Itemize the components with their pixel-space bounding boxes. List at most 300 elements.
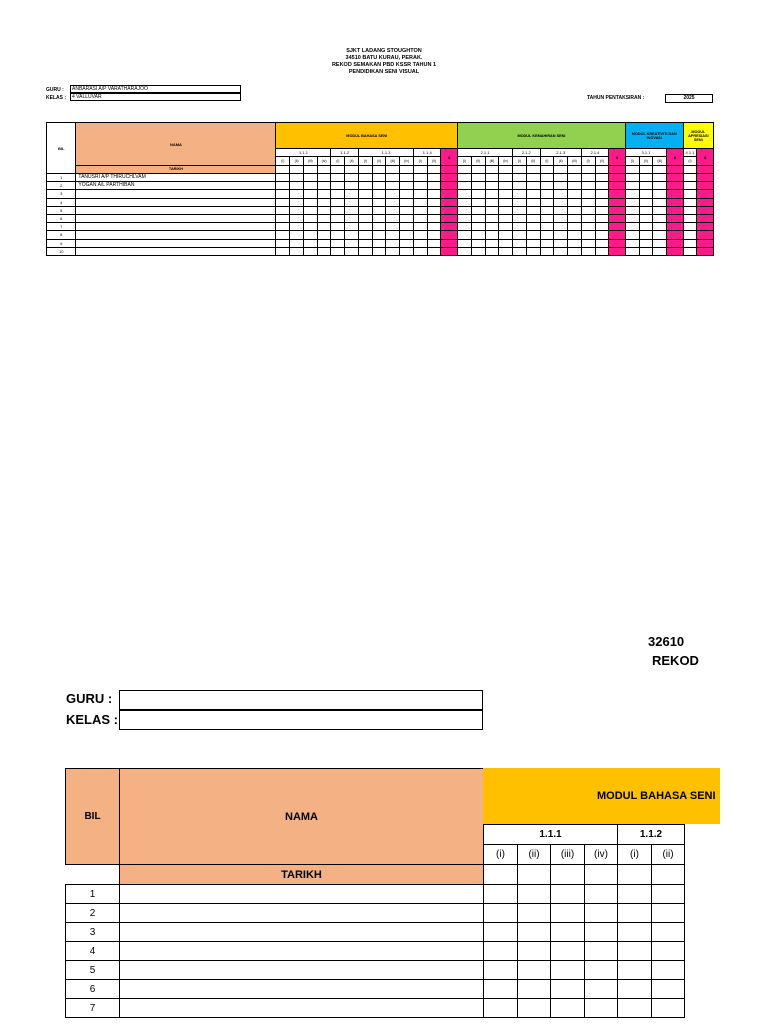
- zoom-mark-cell[interactable]: [585, 961, 618, 980]
- mark-cell[interactable]: [499, 231, 513, 239]
- mark-cell[interactable]: [568, 190, 582, 198]
- student-name[interactable]: [76, 223, 276, 231]
- mark-cell[interactable]: [372, 223, 386, 231]
- mark-cell[interactable]: [554, 174, 568, 182]
- mark-cell[interactable]: [372, 206, 386, 214]
- zoom-mark-cell[interactable]: [484, 980, 518, 999]
- mark-cell[interactable]: [639, 214, 653, 222]
- mark-cell[interactable]: [303, 247, 317, 255]
- mark-cell[interactable]: [317, 247, 331, 255]
- mark-cell[interactable]: [653, 239, 667, 247]
- mark-cell[interactable]: [427, 190, 441, 198]
- mark-cell[interactable]: [358, 214, 372, 222]
- mark-cell[interactable]: [526, 231, 540, 239]
- zoom-mark-cell[interactable]: [652, 961, 685, 980]
- mark-cell[interactable]: [471, 198, 485, 206]
- mark-cell[interactable]: [413, 206, 427, 214]
- zoom-mark-cell[interactable]: [484, 961, 518, 980]
- mark-cell[interactable]: [413, 214, 427, 222]
- date-cell[interactable]: [372, 166, 386, 174]
- mark-cell[interactable]: [554, 206, 568, 214]
- mark-cell[interactable]: [625, 247, 639, 255]
- mark-cell[interactable]: [386, 182, 400, 190]
- zoom-student-name[interactable]: [120, 999, 484, 1018]
- mark-cell[interactable]: [639, 206, 653, 214]
- mark-cell[interactable]: [540, 182, 554, 190]
- mark-cell[interactable]: [372, 247, 386, 255]
- zoom-mark-cell[interactable]: [652, 904, 685, 923]
- mark-cell[interactable]: [303, 206, 317, 214]
- zoom-date-cell[interactable]: [518, 865, 551, 885]
- mark-cell[interactable]: [683, 247, 697, 255]
- zoom-mark-cell[interactable]: [618, 923, 652, 942]
- mark-cell[interactable]: [345, 247, 359, 255]
- mark-cell[interactable]: [625, 239, 639, 247]
- mark-cell[interactable]: [653, 190, 667, 198]
- student-name[interactable]: [76, 190, 276, 198]
- mark-cell[interactable]: [345, 239, 359, 247]
- zoom-date-cell[interactable]: [551, 865, 585, 885]
- mark-cell[interactable]: [471, 214, 485, 222]
- mark-cell[interactable]: [513, 214, 527, 222]
- mark-cell[interactable]: [345, 174, 359, 182]
- mark-cell[interactable]: [554, 214, 568, 222]
- mark-cell[interactable]: [581, 231, 595, 239]
- date-cell[interactable]: [653, 166, 667, 174]
- mark-cell[interactable]: [683, 239, 697, 247]
- student-name[interactable]: YOGAN A/L PARTHIBAN: [76, 182, 276, 190]
- mark-cell[interactable]: [290, 190, 304, 198]
- mark-cell[interactable]: [331, 206, 345, 214]
- mark-cell[interactable]: [458, 239, 472, 247]
- mark-cell[interactable]: [427, 182, 441, 190]
- mark-cell[interactable]: [317, 223, 331, 231]
- mark-cell[interactable]: [471, 239, 485, 247]
- mark-cell[interactable]: [358, 239, 372, 247]
- mark-cell[interactable]: [413, 223, 427, 231]
- mark-cell[interactable]: [427, 206, 441, 214]
- mark-cell[interactable]: [386, 206, 400, 214]
- mark-cell[interactable]: [400, 174, 414, 182]
- mark-cell[interactable]: [554, 231, 568, 239]
- mark-cell[interactable]: [485, 214, 499, 222]
- mark-cell[interactable]: [471, 247, 485, 255]
- zoom-student-name[interactable]: [120, 942, 484, 961]
- zoom-student-name[interactable]: [120, 923, 484, 942]
- mark-cell[interactable]: [581, 190, 595, 198]
- mark-cell[interactable]: [485, 198, 499, 206]
- mark-cell[interactable]: [526, 247, 540, 255]
- zoom-mark-cell[interactable]: [484, 923, 518, 942]
- date-cell[interactable]: [540, 166, 554, 174]
- mark-cell[interactable]: [317, 239, 331, 247]
- mark-cell[interactable]: [625, 231, 639, 239]
- mark-cell[interactable]: [639, 198, 653, 206]
- mark-cell[interactable]: [386, 214, 400, 222]
- mark-cell[interactable]: [413, 247, 427, 255]
- mark-cell[interactable]: [400, 239, 414, 247]
- mark-cell[interactable]: [513, 231, 527, 239]
- mark-cell[interactable]: [513, 190, 527, 198]
- zoom-mark-cell[interactable]: [652, 923, 685, 942]
- mark-cell[interactable]: [526, 223, 540, 231]
- mark-cell[interactable]: [554, 223, 568, 231]
- zoom-mark-cell[interactable]: [585, 942, 618, 961]
- mark-cell[interactable]: [317, 174, 331, 182]
- mark-cell[interactable]: [540, 190, 554, 198]
- mark-cell[interactable]: [513, 239, 527, 247]
- mark-cell[interactable]: [683, 182, 697, 190]
- mark-cell[interactable]: [540, 239, 554, 247]
- student-name[interactable]: TANUSRI A/P THIRUCHLVAM: [76, 174, 276, 182]
- date-cell[interactable]: [595, 166, 609, 174]
- mark-cell[interactable]: [331, 198, 345, 206]
- mark-cell[interactable]: [595, 182, 609, 190]
- zoom-date-cell[interactable]: [484, 865, 518, 885]
- mark-cell[interactable]: [499, 223, 513, 231]
- mark-cell[interactable]: [317, 182, 331, 190]
- zoom-student-name[interactable]: [120, 961, 484, 980]
- mark-cell[interactable]: [639, 239, 653, 247]
- mark-cell[interactable]: [372, 214, 386, 222]
- student-name[interactable]: [76, 231, 276, 239]
- mark-cell[interactable]: [683, 190, 697, 198]
- mark-cell[interactable]: [413, 190, 427, 198]
- mark-cell[interactable]: [386, 174, 400, 182]
- mark-cell[interactable]: [595, 214, 609, 222]
- mark-cell[interactable]: [276, 247, 290, 255]
- mark-cell[interactable]: [400, 206, 414, 214]
- date-cell[interactable]: [386, 166, 400, 174]
- mark-cell[interactable]: [581, 247, 595, 255]
- mark-cell[interactable]: [276, 174, 290, 182]
- tahun-field[interactable]: 2025: [665, 94, 713, 103]
- zoom-mark-cell[interactable]: [551, 961, 585, 980]
- mark-cell[interactable]: [471, 182, 485, 190]
- mark-cell[interactable]: [458, 190, 472, 198]
- mark-cell[interactable]: [581, 182, 595, 190]
- date-cell[interactable]: [513, 166, 527, 174]
- mark-cell[interactable]: [526, 182, 540, 190]
- mark-cell[interactable]: [358, 182, 372, 190]
- mark-cell[interactable]: [683, 206, 697, 214]
- mark-cell[interactable]: [513, 182, 527, 190]
- mark-cell[interactable]: [581, 239, 595, 247]
- mark-cell[interactable]: [595, 174, 609, 182]
- mark-cell[interactable]: [458, 206, 472, 214]
- mark-cell[interactable]: [653, 223, 667, 231]
- mark-cell[interactable]: [513, 247, 527, 255]
- mark-cell[interactable]: [372, 231, 386, 239]
- mark-cell[interactable]: [290, 214, 304, 222]
- mark-cell[interactable]: [653, 198, 667, 206]
- mark-cell[interactable]: [372, 182, 386, 190]
- mark-cell[interactable]: [413, 174, 427, 182]
- date-cell[interactable]: [358, 166, 372, 174]
- mark-cell[interactable]: [303, 231, 317, 239]
- date-cell[interactable]: [345, 166, 359, 174]
- mark-cell[interactable]: [458, 223, 472, 231]
- mark-cell[interactable]: [358, 223, 372, 231]
- mark-cell[interactable]: [276, 239, 290, 247]
- mark-cell[interactable]: [400, 247, 414, 255]
- mark-cell[interactable]: [345, 223, 359, 231]
- mark-cell[interactable]: [331, 182, 345, 190]
- mark-cell[interactable]: [358, 190, 372, 198]
- mark-cell[interactable]: [413, 198, 427, 206]
- mark-cell[interactable]: [485, 182, 499, 190]
- zoom-mark-cell[interactable]: [618, 999, 652, 1018]
- mark-cell[interactable]: [345, 231, 359, 239]
- mark-cell[interactable]: [639, 223, 653, 231]
- zoom-mark-cell[interactable]: [518, 904, 551, 923]
- mark-cell[interactable]: [499, 214, 513, 222]
- mark-cell[interactable]: [317, 231, 331, 239]
- zoom-mark-cell[interactable]: [518, 999, 551, 1018]
- mark-cell[interactable]: [276, 190, 290, 198]
- mark-cell[interactable]: [358, 198, 372, 206]
- mark-cell[interactable]: [568, 198, 582, 206]
- mark-cell[interactable]: [400, 198, 414, 206]
- mark-cell[interactable]: [595, 190, 609, 198]
- mark-cell[interactable]: [386, 247, 400, 255]
- mark-cell[interactable]: [625, 223, 639, 231]
- student-name[interactable]: [76, 214, 276, 222]
- mark-cell[interactable]: [471, 206, 485, 214]
- date-cell[interactable]: [413, 166, 427, 174]
- zoom-kelas-field[interactable]: [119, 710, 483, 730]
- mark-cell[interactable]: [303, 198, 317, 206]
- zoom-mark-cell[interactable]: [551, 904, 585, 923]
- date-cell[interactable]: [471, 166, 485, 174]
- mark-cell[interactable]: [276, 182, 290, 190]
- mark-cell[interactable]: [400, 231, 414, 239]
- mark-cell[interactable]: [458, 214, 472, 222]
- mark-cell[interactable]: [400, 223, 414, 231]
- mark-cell[interactable]: [540, 231, 554, 239]
- mark-cell[interactable]: [331, 239, 345, 247]
- date-cell[interactable]: [485, 166, 499, 174]
- mark-cell[interactable]: [331, 223, 345, 231]
- mark-cell[interactable]: [683, 174, 697, 182]
- mark-cell[interactable]: [625, 198, 639, 206]
- mark-cell[interactable]: [540, 247, 554, 255]
- mark-cell[interactable]: [568, 223, 582, 231]
- zoom-mark-cell[interactable]: [484, 942, 518, 961]
- mark-cell[interactable]: [372, 239, 386, 247]
- mark-cell[interactable]: [625, 190, 639, 198]
- mark-cell[interactable]: [683, 198, 697, 206]
- mark-cell[interactable]: [386, 190, 400, 198]
- zoom-mark-cell[interactable]: [652, 999, 685, 1018]
- mark-cell[interactable]: [400, 190, 414, 198]
- zoom-mark-cell[interactable]: [518, 942, 551, 961]
- mark-cell[interactable]: [471, 190, 485, 198]
- mark-cell[interactable]: [290, 182, 304, 190]
- mark-cell[interactable]: [485, 206, 499, 214]
- mark-cell[interactable]: [358, 206, 372, 214]
- mark-cell[interactable]: [554, 247, 568, 255]
- mark-cell[interactable]: [595, 198, 609, 206]
- mark-cell[interactable]: [427, 174, 441, 182]
- kelas-field[interactable]: 4 VALLUVAR: [70, 93, 241, 101]
- mark-cell[interactable]: [413, 182, 427, 190]
- zoom-mark-cell[interactable]: [551, 999, 585, 1018]
- mark-cell[interactable]: [513, 223, 527, 231]
- mark-cell[interactable]: [400, 182, 414, 190]
- mark-cell[interactable]: [413, 239, 427, 247]
- mark-cell[interactable]: [653, 231, 667, 239]
- zoom-student-name[interactable]: [120, 980, 484, 999]
- mark-cell[interactable]: [485, 247, 499, 255]
- mark-cell[interactable]: [290, 231, 304, 239]
- mark-cell[interactable]: [458, 247, 472, 255]
- mark-cell[interactable]: [581, 206, 595, 214]
- mark-cell[interactable]: [639, 174, 653, 182]
- mark-cell[interactable]: [358, 247, 372, 255]
- mark-cell[interactable]: [485, 174, 499, 182]
- mark-cell[interactable]: [554, 182, 568, 190]
- mark-cell[interactable]: [386, 239, 400, 247]
- zoom-mark-cell[interactable]: [484, 885, 518, 904]
- date-cell[interactable]: [317, 166, 331, 174]
- mark-cell[interactable]: [499, 239, 513, 247]
- date-cell[interactable]: [331, 166, 345, 174]
- mark-cell[interactable]: [317, 206, 331, 214]
- zoom-mark-cell[interactable]: [618, 961, 652, 980]
- mark-cell[interactable]: [345, 182, 359, 190]
- mark-cell[interactable]: [331, 247, 345, 255]
- mark-cell[interactable]: [345, 198, 359, 206]
- mark-cell[interactable]: [653, 214, 667, 222]
- mark-cell[interactable]: [345, 206, 359, 214]
- mark-cell[interactable]: [485, 223, 499, 231]
- mark-cell[interactable]: [485, 239, 499, 247]
- mark-cell[interactable]: [540, 223, 554, 231]
- date-cell[interactable]: [499, 166, 513, 174]
- mark-cell[interactable]: [276, 223, 290, 231]
- mark-cell[interactable]: [526, 206, 540, 214]
- mark-cell[interactable]: [513, 198, 527, 206]
- date-cell[interactable]: [400, 166, 414, 174]
- mark-cell[interactable]: [386, 223, 400, 231]
- date-cell[interactable]: [554, 166, 568, 174]
- mark-cell[interactable]: [639, 182, 653, 190]
- student-name[interactable]: [76, 206, 276, 214]
- mark-cell[interactable]: [303, 174, 317, 182]
- mark-cell[interactable]: [372, 174, 386, 182]
- zoom-mark-cell[interactable]: [518, 980, 551, 999]
- mark-cell[interactable]: [331, 231, 345, 239]
- mark-cell[interactable]: [427, 239, 441, 247]
- mark-cell[interactable]: [386, 231, 400, 239]
- mark-cell[interactable]: [683, 223, 697, 231]
- mark-cell[interactable]: [554, 190, 568, 198]
- zoom-mark-cell[interactable]: [652, 942, 685, 961]
- mark-cell[interactable]: [653, 206, 667, 214]
- zoom-mark-cell[interactable]: [618, 942, 652, 961]
- mark-cell[interactable]: [581, 174, 595, 182]
- mark-cell[interactable]: [540, 214, 554, 222]
- mark-cell[interactable]: [386, 198, 400, 206]
- date-cell[interactable]: [458, 166, 472, 174]
- date-cell[interactable]: [427, 166, 441, 174]
- mark-cell[interactable]: [290, 174, 304, 182]
- mark-cell[interactable]: [458, 182, 472, 190]
- mark-cell[interactable]: [568, 231, 582, 239]
- mark-cell[interactable]: [581, 214, 595, 222]
- mark-cell[interactable]: [303, 223, 317, 231]
- mark-cell[interactable]: [499, 174, 513, 182]
- mark-cell[interactable]: [683, 214, 697, 222]
- mark-cell[interactable]: [290, 223, 304, 231]
- mark-cell[interactable]: [595, 231, 609, 239]
- date-cell[interactable]: [290, 166, 304, 174]
- mark-cell[interactable]: [276, 231, 290, 239]
- zoom-mark-cell[interactable]: [484, 904, 518, 923]
- zoom-mark-cell[interactable]: [551, 942, 585, 961]
- zoom-mark-cell[interactable]: [518, 961, 551, 980]
- mark-cell[interactable]: [413, 231, 427, 239]
- mark-cell[interactable]: [290, 198, 304, 206]
- zoom-date-cell[interactable]: [652, 865, 685, 885]
- mark-cell[interactable]: [639, 231, 653, 239]
- zoom-mark-cell[interactable]: [652, 980, 685, 999]
- mark-cell[interactable]: [345, 190, 359, 198]
- mark-cell[interactable]: [276, 206, 290, 214]
- mark-cell[interactable]: [683, 231, 697, 239]
- mark-cell[interactable]: [499, 206, 513, 214]
- mark-cell[interactable]: [317, 198, 331, 206]
- mark-cell[interactable]: [653, 182, 667, 190]
- zoom-mark-cell[interactable]: [585, 923, 618, 942]
- mark-cell[interactable]: [526, 190, 540, 198]
- mark-cell[interactable]: [290, 247, 304, 255]
- mark-cell[interactable]: [331, 214, 345, 222]
- mark-cell[interactable]: [458, 231, 472, 239]
- mark-cell[interactable]: [427, 231, 441, 239]
- mark-cell[interactable]: [499, 198, 513, 206]
- date-cell[interactable]: [683, 166, 697, 174]
- mark-cell[interactable]: [290, 239, 304, 247]
- mark-cell[interactable]: [526, 214, 540, 222]
- mark-cell[interactable]: [303, 190, 317, 198]
- mark-cell[interactable]: [595, 206, 609, 214]
- mark-cell[interactable]: [427, 198, 441, 206]
- mark-cell[interactable]: [595, 247, 609, 255]
- mark-cell[interactable]: [303, 239, 317, 247]
- mark-cell[interactable]: [303, 182, 317, 190]
- zoom-student-name[interactable]: [120, 885, 484, 904]
- mark-cell[interactable]: [554, 239, 568, 247]
- mark-cell[interactable]: [540, 198, 554, 206]
- mark-cell[interactable]: [303, 214, 317, 222]
- zoom-mark-cell[interactable]: [618, 904, 652, 923]
- zoom-mark-cell[interactable]: [551, 923, 585, 942]
- mark-cell[interactable]: [568, 214, 582, 222]
- mark-cell[interactable]: [653, 247, 667, 255]
- date-cell[interactable]: [581, 166, 595, 174]
- mark-cell[interactable]: [331, 174, 345, 182]
- mark-cell[interactable]: [458, 174, 472, 182]
- mark-cell[interactable]: [653, 174, 667, 182]
- zoom-mark-cell[interactable]: [585, 885, 618, 904]
- mark-cell[interactable]: [427, 214, 441, 222]
- mark-cell[interactable]: [540, 206, 554, 214]
- zoom-mark-cell[interactable]: [551, 885, 585, 904]
- mark-cell[interactable]: [276, 214, 290, 222]
- mark-cell[interactable]: [317, 214, 331, 222]
